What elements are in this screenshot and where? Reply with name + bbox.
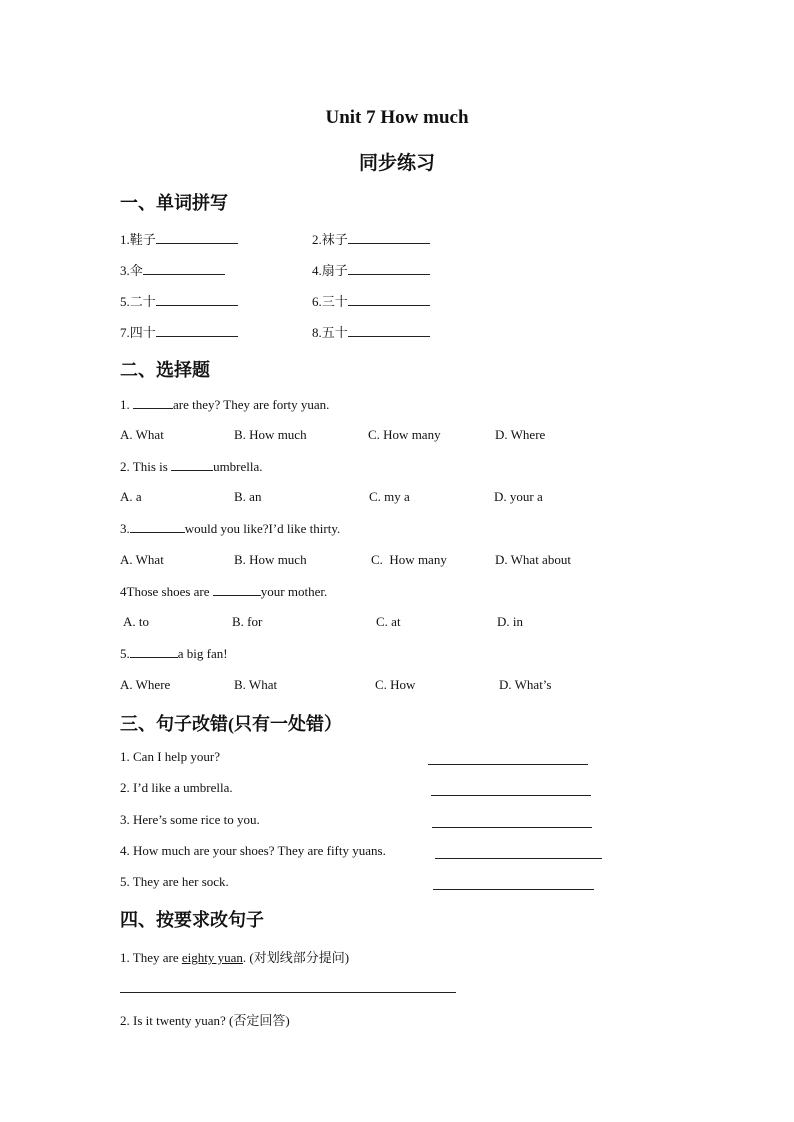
mc-option[interactable]: A. a bbox=[120, 489, 142, 504]
answer-line[interactable] bbox=[120, 992, 456, 993]
page-subtitle: 同步练习 bbox=[358, 153, 435, 174]
spelling-item-3: 3.伞 bbox=[120, 260, 225, 279]
mc-question-2: 2. This is umbrella. bbox=[120, 459, 263, 474]
answer-blank[interactable] bbox=[143, 262, 225, 275]
answer-line[interactable] bbox=[432, 827, 592, 828]
correction-sentence-1: 1. Can I help your? bbox=[120, 749, 221, 764]
spelling-item-5: 5.二十 bbox=[120, 291, 238, 310]
mc-option[interactable]: A. What bbox=[120, 427, 164, 442]
answer-line[interactable] bbox=[435, 858, 602, 859]
answer-blank[interactable] bbox=[156, 231, 238, 244]
mc-option[interactable]: C. How bbox=[375, 677, 416, 692]
mc-option[interactable]: B. How much bbox=[234, 552, 307, 567]
mc-option[interactable]: C. my a bbox=[369, 489, 410, 504]
mc-option[interactable]: D. What about bbox=[495, 552, 571, 567]
answer-line[interactable] bbox=[433, 889, 594, 890]
mc-question-4: 4Those shoes are your mother. bbox=[120, 584, 328, 599]
correction-sentence-3: 3. Here’s some rice to you. bbox=[120, 812, 260, 827]
mc-option[interactable]: C. How many bbox=[371, 552, 447, 567]
rewrite-question-1: 1. They are eighty yuan. (对划线部分提问) bbox=[120, 950, 350, 965]
spelling-item-2: 2.袜子 bbox=[312, 229, 430, 248]
answer-blank[interactable] bbox=[133, 396, 173, 409]
answer-line[interactable] bbox=[431, 795, 591, 796]
underlined-phrase: eighty yuan bbox=[181, 950, 243, 965]
spelling-item-7: 7.四十 bbox=[120, 322, 238, 341]
section-heading-spelling: 一、单词拼写 bbox=[120, 193, 228, 213]
correction-sentence-2: 2. I’d like a umbrella. bbox=[120, 780, 233, 795]
mc-option[interactable]: A. to bbox=[123, 614, 149, 629]
answer-blank[interactable] bbox=[348, 324, 430, 337]
answer-line[interactable] bbox=[428, 764, 588, 765]
rewrite-question-2: 2. Is it twenty yuan? (否定回答) bbox=[120, 1013, 290, 1028]
spelling-item-4: 4.扇子 bbox=[312, 260, 430, 279]
mc-question-1: 1. are they? They are forty yuan. bbox=[120, 397, 330, 412]
answer-blank[interactable] bbox=[213, 583, 261, 596]
spelling-item-8: 8.五十 bbox=[312, 322, 430, 341]
section-heading-correction: 三、句子改错(只有一处错） bbox=[120, 714, 342, 734]
answer-blank[interactable] bbox=[348, 262, 430, 275]
mc-option[interactable]: B. How much bbox=[234, 427, 307, 442]
answer-blank[interactable] bbox=[156, 324, 238, 337]
mc-option[interactable]: B. for bbox=[232, 614, 263, 629]
mc-option[interactable]: B. What bbox=[234, 677, 278, 692]
mc-option[interactable]: C. at bbox=[376, 614, 401, 629]
spelling-item-1: 1.鞋子 bbox=[120, 229, 238, 248]
answer-blank[interactable] bbox=[156, 293, 238, 306]
section-heading-rewrite: 四、按要求改句子 bbox=[120, 910, 264, 930]
mc-option[interactable]: A. Where bbox=[120, 677, 171, 692]
mc-option[interactable]: C. How many bbox=[368, 427, 441, 442]
mc-option[interactable]: B. an bbox=[234, 489, 262, 504]
answer-blank[interactable] bbox=[130, 520, 185, 533]
mc-question-5: 5. a big fan! bbox=[120, 646, 228, 661]
spelling-item-6: 6.三十 bbox=[312, 291, 430, 310]
page-title: Unit 7 How much bbox=[325, 107, 469, 128]
mc-option[interactable]: D. your a bbox=[494, 489, 543, 504]
correction-sentence-5: 5. They are her sock. bbox=[120, 874, 229, 889]
answer-blank[interactable] bbox=[171, 458, 213, 471]
mc-option[interactable]: D. in bbox=[497, 614, 523, 629]
mc-option[interactable]: A. What bbox=[120, 552, 164, 567]
answer-blank[interactable] bbox=[348, 231, 430, 244]
mc-option[interactable]: D. What’s bbox=[499, 677, 552, 692]
section-heading-choice: 二、选择题 bbox=[120, 360, 210, 380]
answer-blank[interactable] bbox=[130, 645, 178, 658]
answer-blank[interactable] bbox=[348, 293, 430, 306]
mc-option[interactable]: D. Where bbox=[495, 427, 546, 442]
mc-question-3: 3. would you like?I’d like thirty. bbox=[120, 521, 341, 536]
correction-sentence-4: 4. How much are your shoes? They are fifty yuans. bbox=[120, 843, 386, 858]
